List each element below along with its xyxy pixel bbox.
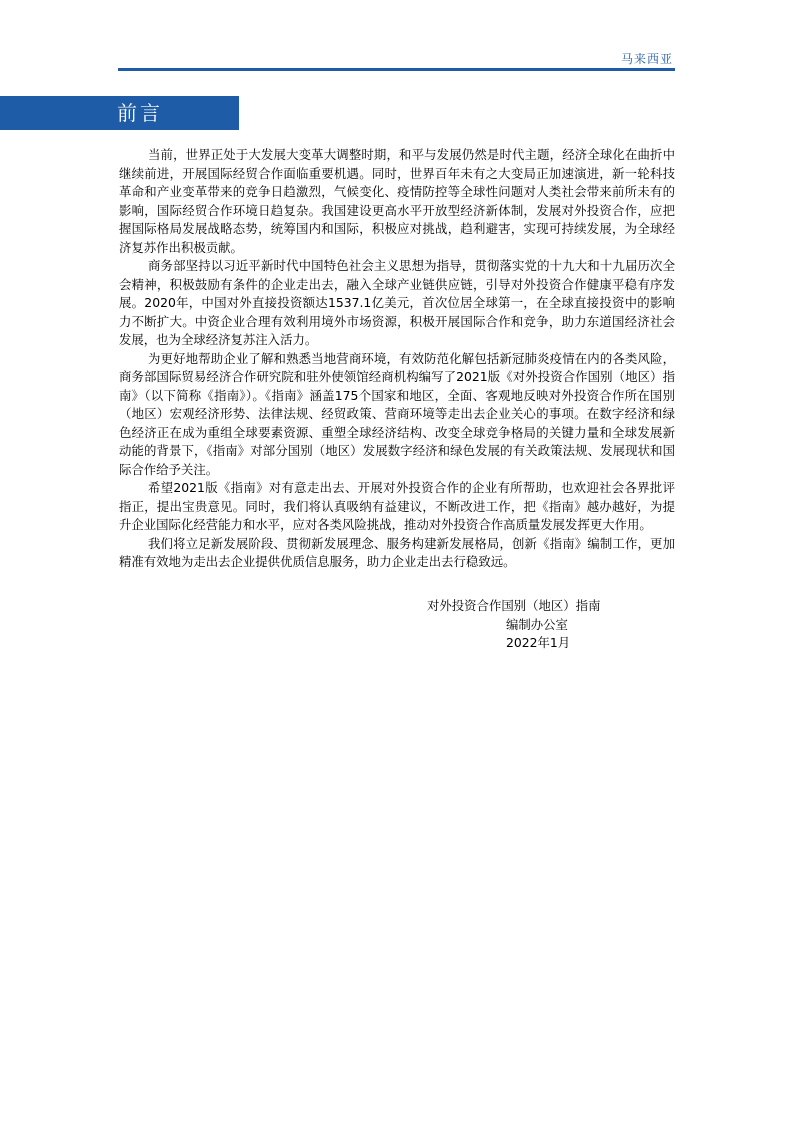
- signature-office: 编制办公室: [506, 616, 568, 632]
- signature-org: 对外投资合作国别（地区）指南: [427, 598, 601, 613]
- signature-block: [420, 597, 640, 653]
- header-country-label: 马来西亚: [620, 52, 673, 66]
- paragraph: 为更好地帮助企业了解和熟悉当地营商环境，有效防范化解包括新冠肺炎疫情在内的各类风险，商务部国际贸易经济合作研究院和驻外使领馆经商机构编写了2021版《对外投资合作国别（地区）指南》（以下简称《指南》）。《指南》涵盖175个国家和地区，全面、客观地反映对外投资合作所在国别（地区）宏观经济形势、法律法规、经贸政策、营商环境等走出去企业关心的事项。在数字经济和绿色经济正在成为重组全球要素资源、重塑全球经济结构、改变全球竞争格局的关键力量和全球发展新动能的背景下，《指南》对部分国别（地区）发展数字经济和绿色发展的有关政策法规、发展现状和国际合作给予关注。: [119, 350, 675, 477]
- signature-date: 2022年1月: [506, 635, 571, 650]
- header-divider: [118, 68, 675, 71]
- section-title: 前言: [117, 101, 163, 125]
- preface-body: [119, 146, 675, 572]
- paragraph: 当前，世界正处于大发展大变革大调整时期，和平与发展仍然是时代主题，经济全球化在曲折中继续前进，开展国际经贸合作面临重要机遇。同时，世界百年未有之大变局正加速演进，新一轮科技革命和产业变革带来的竞争日趋激烈，气候变化、疫情防控等全球性问题对人类社会带来前所未有的影响，国际经贸合作环境日趋复杂。我国建设更高水平开放型经济新体制，发展对外投资合作，应把握国际格局发展战略态势，统筹国内和国际，积极应对挑战，趋利避害，实现可持续发展，为全球经济复苏作出积极贡献。: [119, 147, 675, 255]
- paragraph: 我们将立足新发展阶段、贯彻新发展理念、服务构建新发展格局，创新《指南》编制工作，更加精准有效地为走出去企业提供优质信息服务，助力企业走出去行稳致远。: [119, 535, 675, 569]
- paragraph: 商务部坚持以习近平新时代中国特色社会主义思想为指导，贯彻落实党的十九大和十九届历次全会精神，积极鼓励有条件的企业走出去，融入全球产业链供应链，引导对外投资合作健康平稳有序发展。2020年，中国对外直接投资额达1537.1亿美元，首次位居全球第一，在全球直接投资中的影响力不断扩大。中资企业合理有效利用境外市场资源，积极开展国际合作和竞争，助力东道国经济社会发展，也为全球经济复苏注入活力。: [119, 258, 675, 347]
- paragraph: 希望2021版《指南》对有意走出去、开展对外投资合作的企业有所帮助，也欢迎社会各界批评指正，提出宝贵意见。同时，我们将认真吸纳有益建议，不断改进工作，把《指南》越办越好，为提升企业国际化经营能力和水平，应对各类风险挑战，推动对外投资合作高质量发展发挥更大作用。: [119, 480, 675, 532]
- section-banner: [0, 96, 239, 130]
